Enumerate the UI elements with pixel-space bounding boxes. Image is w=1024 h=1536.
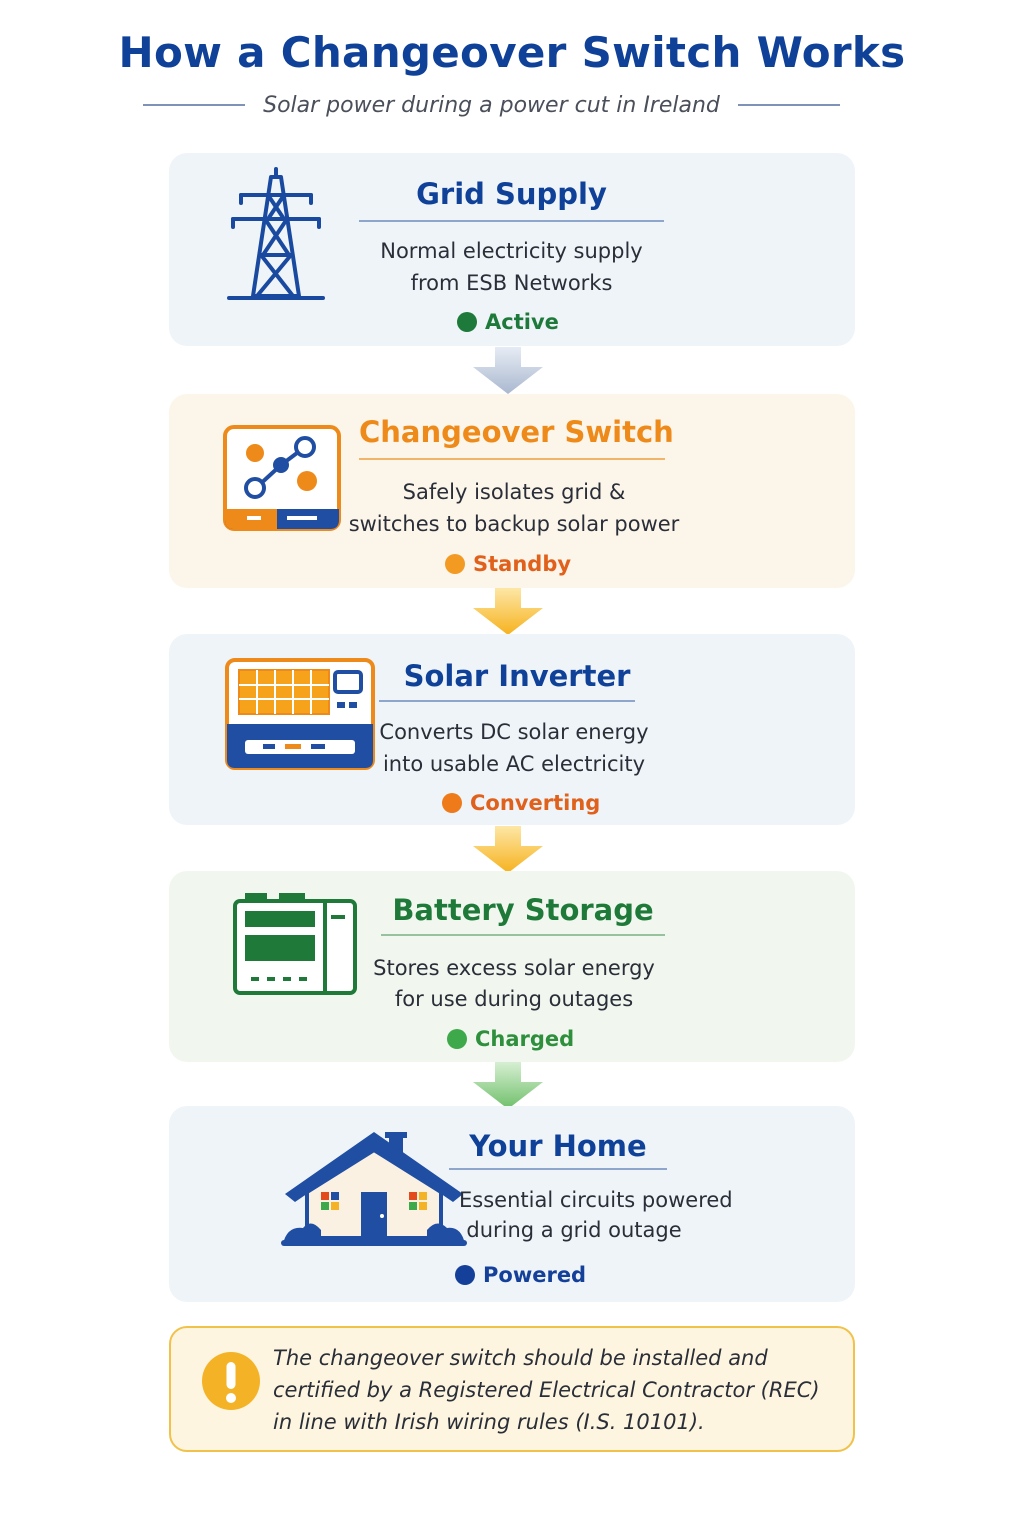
subtitle-row (143, 88, 840, 122)
status-label: Converting (470, 791, 601, 815)
note-line-1: The changeover switch should be installed and (273, 1346, 768, 1370)
status-dot (445, 554, 465, 574)
pylon-icon (227, 167, 325, 305)
title-underline (449, 1168, 667, 1170)
compliance-note (169, 1326, 855, 1452)
status-badge (447, 1027, 574, 1051)
step-description-line-1: Normal electricity supply (380, 239, 643, 263)
page-subtitle: Solar power during a power cut in Ireland (263, 92, 720, 118)
step-title: Changeover Switch (359, 415, 674, 449)
status-badge (457, 310, 559, 334)
house-icon (281, 1130, 467, 1252)
status-dot (457, 312, 477, 332)
status-label: Charged (475, 1027, 575, 1051)
step-title: Solar Inverter (403, 659, 631, 693)
title-underline (381, 934, 665, 936)
status-badge (442, 791, 600, 815)
subtitle-divider-left (143, 104, 245, 106)
flow-arrow-down-icon (471, 347, 545, 399)
step-title: Grid Supply (416, 177, 607, 211)
step-description-line-1: Stores excess solar energy (373, 956, 655, 980)
warning-icon (201, 1351, 261, 1415)
subtitle-divider-right (738, 104, 840, 106)
note-line-2: certified by a Registered Electrical Contractor (REC) (273, 1378, 820, 1402)
status-badge (455, 1263, 586, 1287)
inverter-icon (225, 658, 375, 774)
step-title: Battery Storage (392, 893, 654, 927)
note-text (273, 1342, 843, 1438)
page-title: How a Changeover Switch Works (118, 28, 906, 77)
title-underline (359, 220, 664, 222)
flow-arrow-down-icon (471, 588, 545, 640)
step-card-your-home (169, 1106, 855, 1302)
step-description-line-2: for use during outages (394, 987, 634, 1011)
step-description-line-2: during a grid outage (466, 1218, 682, 1242)
note-line-3: in line with Irish wiring rules (I.S. 10101). (273, 1410, 705, 1434)
switch-panel-icon (223, 425, 341, 535)
status-badge (445, 552, 571, 576)
step-card-grid-supply (169, 153, 855, 346)
status-label: Active (485, 310, 559, 334)
title-underline (379, 700, 635, 702)
step-card-battery-storage (169, 871, 855, 1062)
step-description-line-1: Safely isolates grid & (402, 480, 626, 504)
status-dot (442, 793, 462, 813)
battery-icon (233, 891, 357, 999)
title-underline (359, 458, 665, 460)
step-description-line-2: from ESB Networks (410, 271, 613, 295)
status-dot (447, 1029, 467, 1049)
status-dot (455, 1265, 475, 1285)
step-card-changeover-switch (169, 394, 855, 588)
status-label: Powered (483, 1263, 587, 1287)
step-title: Your Home (469, 1129, 647, 1163)
step-description-line-2: switches to backup solar power (348, 512, 680, 536)
status-label: Standby (473, 552, 572, 576)
step-card-solar-inverter (169, 634, 855, 825)
step-description-line-1: Essential circuits powered (459, 1188, 733, 1212)
step-description-line-2: into usable AC electricity (382, 752, 646, 776)
step-description-line-1: Converts DC solar energy (379, 720, 649, 744)
